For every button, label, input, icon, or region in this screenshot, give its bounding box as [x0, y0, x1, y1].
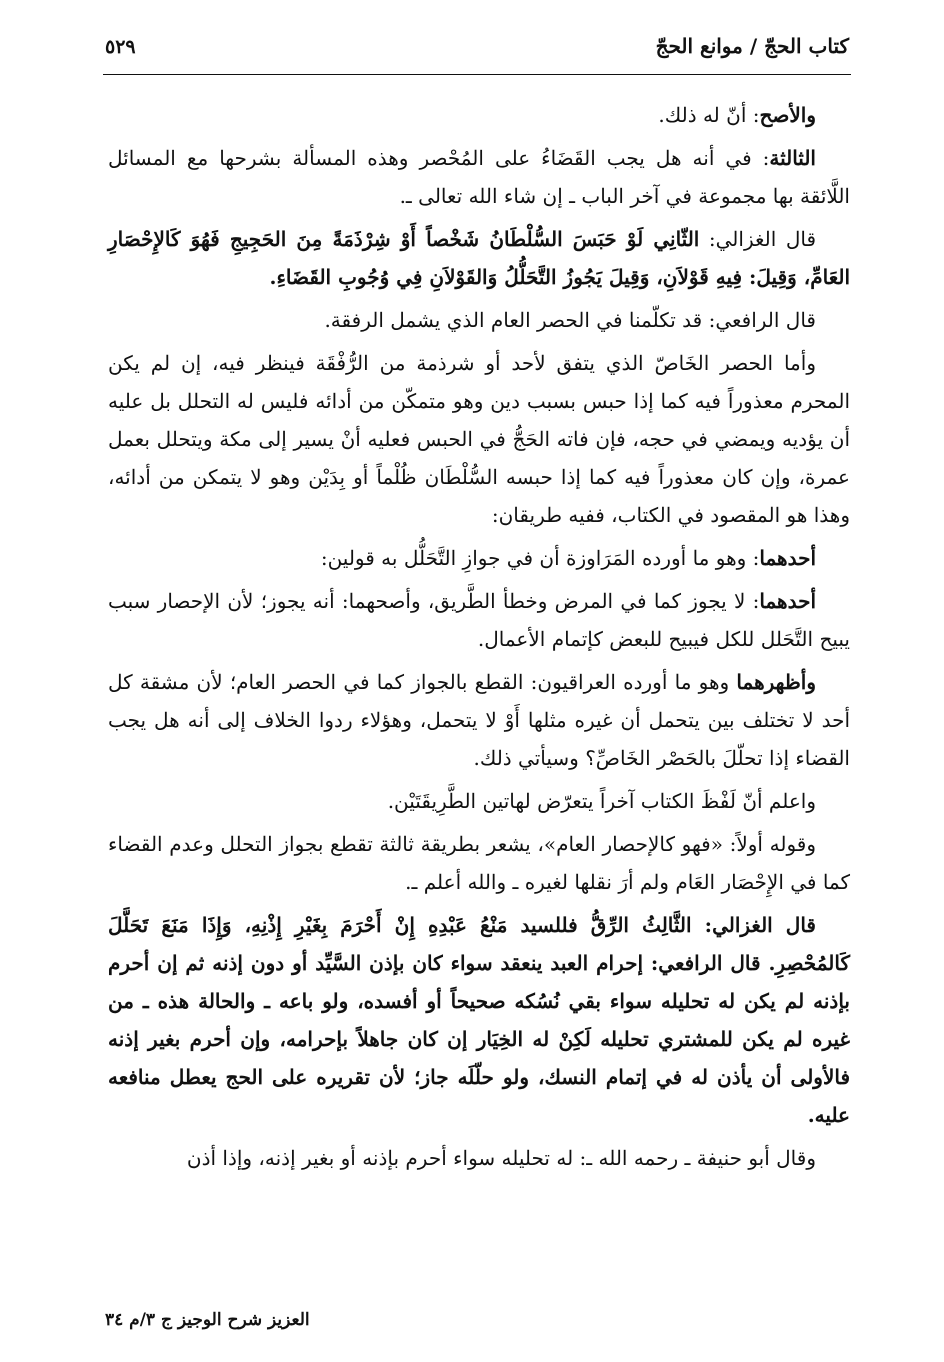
paragraph-ghazali-quote-1 [108, 220, 850, 296]
ghazali-quote: الثَّالِثُ الرِّقُّ فللسيد مَنْعُ عَبْدِهِ إِنْ أَحْرَمَ بِغَيْرِ إِذْنِهِ، وَإِذَا مَنَعَ تَحَلَّلَ كَالمُحْصِرِ. [108, 913, 850, 975]
speaker-ghazali: قال الغزالي: [699, 227, 817, 251]
paragraph-preferred [108, 96, 850, 134]
paragraph-text: : في أنه هل يجب القَضَاءُ على المُحْصر وهذه المسألة بشرحها مع المسائل اللَّائقة بها مجموعة في آخر الباب ـ إن شاء الله تعالى ـ. [108, 146, 850, 208]
header-rule [103, 74, 851, 75]
paragraph-ghazali-quote-2 [108, 906, 850, 1134]
paragraph-third-way [108, 825, 850, 901]
page-body [108, 96, 850, 1182]
page-number: ٥٢٩ [105, 36, 136, 58]
paragraph-first-opinion [108, 582, 850, 658]
paragraph-text: : لا يجوز كما في المرض وخطأ الطَّريق، وأصحهما: أنه يجوز؛ لأن الإحصار سبب يبيح التَّحَلل للكل فيبيح للبعض كإتمام الأعمال. [108, 589, 850, 651]
paragraph-text: وقال أبو حنيفة ـ رحمه الله ـ: له تحليله سواء أحرم بإذنه أو بغير إذنه، وإذا أذن [186, 1146, 816, 1170]
footer-signature: العزيز شرح الوجيز ج ٣/م ٣٤ [105, 1310, 310, 1330]
running-header [105, 28, 849, 68]
term-preferred: والأصح [759, 103, 816, 127]
paragraph-abu-hanifa [108, 1139, 850, 1177]
paragraph-first-way [108, 539, 850, 577]
ghazali-quote: الثّانِي لَوْ حَبَسَ السُّلْطَانُ شَخْصاً أَوْ شِرْذَمَةً مِنَ الحَجِيجِ فَهُوَ كَالإِحْصَارِ العَامِّ، وَقِيلَ: فِيهِ قَوْلاَنِ، وَقِيلَ يَجُوزُ التَّحَلُّلُ وَالقَوْلاَنِ فِي وُجُوبِ القَضَاءِ. [108, 227, 850, 289]
paragraph-text: قال الرافعي: قد تكلّمنا في الحصر العام الذي يشمل الرفقة. [324, 308, 816, 332]
term-first: أحدهما [759, 546, 816, 570]
paragraph-second-way [108, 663, 850, 777]
paragraph-text: وهو ما أورده العراقيون: القطع بالجواز كما في الحصر العام؛ لأن مشقة كل أحد لا تختلف بين يتحمل أن غيره مثلها أَوْ لا يتحمل، وهؤلاء ردوا الخلاف إلى أنه هل يجب القضاء إذا تحلّلَ بالحَصْر الخَاصِّ؟ وسيأتي ذلك. [108, 670, 850, 770]
paragraph-note [108, 782, 850, 820]
term-first: أحدهما [759, 589, 816, 613]
header-title: كتاب الحجّ / موانع الحجّ [655, 34, 849, 58]
paragraph-text: واعلم أنّ لَفْظَ الكتاب آخراً يتعرّض لهاتين الطَّرِيقَتَيْن. [387, 789, 816, 813]
term-most-apparent: وأظهرهما [736, 670, 816, 694]
speaker-ghazali: قال الغزالي: [691, 913, 816, 937]
paragraph-third-issue [108, 139, 850, 215]
paragraph-text: : وهو ما أورده المَرَاوزة أن في جوازِ التَّحَلُّل به قولين: [320, 546, 760, 570]
paragraph-text: وأما الحصر الخَاصّ الذي يتفق لأحد أو شرذمة من الرُّفْقَة فينظر فيه، إن لم يكن المحرم معذوراً فيه كما إذا حبس بسبب دين وهو متمكّن من أدائه فليس له التحلل بل عليه أن يؤديه ويمضي في حجه، فإن فاته الحَجُّ في الحبس فعليه أنْ يسير إلى مكة ويتحلل بعمل عمرة، وإن كان معذوراً فيه كما إذا حبسه السُّلْطَان ظُلْماً أو بِدَيْن وهو لا يتمكن من أدائه، وهذا هو المقصود في الكتاب، ففيه طريقان: [108, 351, 850, 527]
rafii-commentary: قال الرافعي: إحرام العبد ينعقد سواء كان بإذن السَّيِّد أو دون إذنه ثم إن أحرم بإذنه لم يكن له تحليله سواء بقي نُسُكه صحيحاً أو أفسده، ولو باعه ـ والحالة هذه ـ من غيره لم يكن للمشتري تحليله لَكِنْ له الخِيَار إن كان جاهلاً بإحرامه، وإن أحرم بغير إذنه فالأولى أن يأذن له في إتمام النسك، ولو حلّلَه جاز؛ لأن تقريره على الحج يعطل منافعه عليه. [108, 951, 850, 1127]
paragraph-special-siege [108, 344, 850, 534]
paragraph-text: وقوله أولاً: «فهو كالإحصار العام»، يشعر بطريقة ثالثة تقطع بجواز التحلل وعدم القضاء كما في الإِحْصَار العَام ولم أرَ نقلها لغيره ـ والله أعلم ـ. [108, 832, 850, 894]
paragraph-rafii-1 [108, 301, 850, 339]
term-third: الثالثة [769, 146, 816, 170]
paragraph-text: : أنّ له ذلك. [658, 103, 760, 127]
